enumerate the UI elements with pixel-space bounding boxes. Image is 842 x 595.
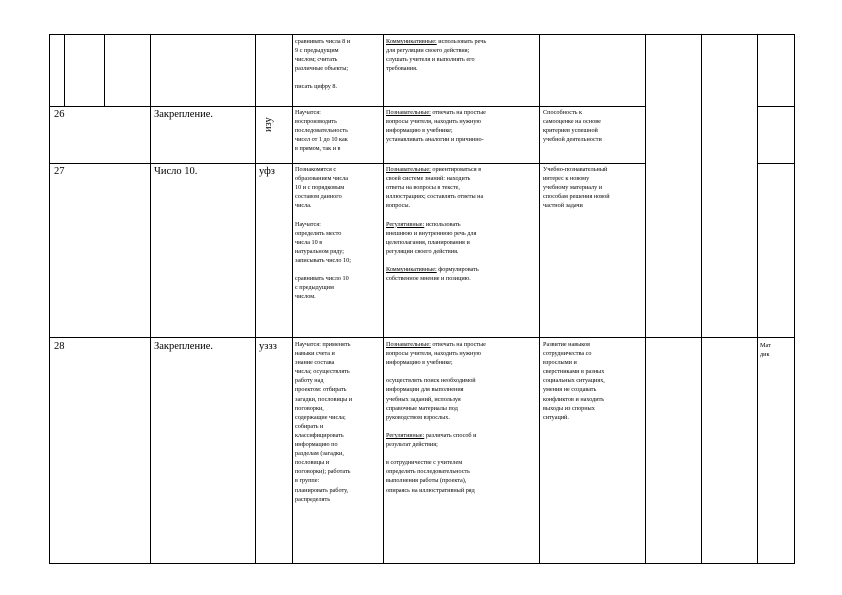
lesson-number: 26 <box>54 109 65 120</box>
cell-line: знание состава <box>295 359 335 367</box>
section-label: Регулятивные: <box>386 431 425 439</box>
cell-line: в сотрудничестве с учителем <box>386 459 463 467</box>
cell-line: для регуляции своего действия; <box>386 47 470 55</box>
cell-line: Научатся: применять <box>295 341 351 348</box>
row-divider <box>49 163 645 164</box>
cell-line: информацию в учебнике; <box>386 127 453 135</box>
column-line <box>104 34 105 107</box>
cell-line: регуляции своего действия. <box>386 247 459 255</box>
section-label: Коммуникативные: <box>386 266 437 274</box>
cell-line: иллюстрациях; составлять ответы на <box>386 193 484 201</box>
cell-line: 10 и с порядковым <box>295 184 345 192</box>
cell-line <box>386 256 538 265</box>
cell-line: пословицы и <box>295 459 330 467</box>
cell-line: сверстниками в разных <box>543 368 605 376</box>
cell-line: интерес к новому <box>543 175 590 183</box>
cell-line: конфликтов и находить <box>543 395 605 403</box>
subject-results-cell <box>295 37 381 92</box>
cell-line: слушать учителя и выполнять его <box>386 56 475 64</box>
section-label: Познавательные: <box>386 341 431 348</box>
cell-line: Учебно-познавательный <box>543 166 608 173</box>
cell-line: воспроизводить <box>295 118 337 126</box>
personal-results-cell <box>543 108 644 144</box>
cell-line <box>386 37 538 46</box>
column-line <box>64 34 65 107</box>
cell-line <box>386 449 538 458</box>
cell-line: вопросы. <box>386 202 411 210</box>
cell-line: опираясь на иллюстративный ряд <box>386 486 475 494</box>
cell-line: определять место <box>295 229 342 237</box>
cell-line: сравнивать числа 8 и <box>295 38 351 45</box>
cell-line: собственное мнение и позицию. <box>386 275 471 283</box>
cell-line: классифицировать <box>295 431 344 439</box>
cell-text: использовать <box>424 220 461 228</box>
meta-results-cell <box>386 165 538 283</box>
cell-line <box>386 422 538 431</box>
cell-line: результат действия; <box>386 441 438 449</box>
cell-line <box>386 265 538 274</box>
column-line <box>645 34 646 564</box>
cell-line: планировать работу, <box>295 486 349 494</box>
cell-line: частной задачи <box>543 202 583 210</box>
cell-line: определять последовательность <box>386 468 470 476</box>
cell-line: информацию в учебнике; <box>386 359 453 367</box>
column-line <box>794 34 795 564</box>
cell-line: числом; считать <box>295 56 338 64</box>
cell-line: натуральном ряду; <box>295 247 344 255</box>
table-border-top <box>49 34 794 35</box>
personal-results-cell <box>543 340 644 422</box>
table-border-bottom <box>49 563 794 564</box>
cell-line: собирать и <box>295 422 324 430</box>
column-line <box>255 34 256 564</box>
cell-line: учебных заданий, используя <box>386 395 461 403</box>
cell-line: числом. <box>295 293 316 301</box>
cell-line: проектом: отбирать <box>295 386 347 394</box>
lesson-type: изу <box>263 117 274 132</box>
cell-line: устанавливать аналогии и причинно- <box>386 136 484 144</box>
subject-results-cell <box>295 165 381 301</box>
cell-line: вопросы учителя, находить нужную <box>386 350 482 358</box>
cell-line: Способность к <box>543 109 583 116</box>
subject-results-cell <box>295 108 381 162</box>
lesson-type: уззз <box>259 341 277 352</box>
cell-line: поговорки, <box>295 404 324 412</box>
cell-line: различные объекты; <box>295 65 349 73</box>
cell-line: Научатся: <box>295 109 321 116</box>
column-line <box>383 34 384 564</box>
cell-text: ориентироваться в <box>430 166 482 173</box>
cell-line <box>386 210 538 219</box>
cell-line: числа. <box>295 202 312 210</box>
lesson-number: 28 <box>54 341 65 352</box>
cell-line: навыки счета и <box>295 350 335 358</box>
personal-results-cell <box>543 165 644 210</box>
cell-line: взрослыми и <box>543 359 577 367</box>
column-line <box>701 34 702 564</box>
cell-line <box>386 367 538 376</box>
cell-line <box>386 108 538 117</box>
meta-results-cell <box>386 37 538 73</box>
cell-line: ответы на вопросы в тексте, <box>386 184 460 192</box>
cell-line: умения не создавать <box>543 386 597 394</box>
column-line <box>757 34 758 564</box>
cell-line <box>295 73 381 82</box>
cell-line: Мат <box>760 342 771 349</box>
cell-line <box>386 220 538 229</box>
cell-line: осуществлять поиск необходимой <box>386 377 476 385</box>
row-divider <box>757 163 794 164</box>
section-label: Коммуникативные: <box>386 38 437 45</box>
cell-line: выходы из спорных <box>543 404 595 412</box>
cell-line: писать цифру 8. <box>295 83 338 91</box>
cell-line: Познакомятся с <box>295 166 337 173</box>
cell-line: руководством взрослых. <box>386 413 450 421</box>
cell-line: разделам (загадки, <box>295 450 344 458</box>
cell-line: дик <box>760 351 770 359</box>
cell-line: составом данного <box>295 193 342 201</box>
cell-line <box>386 340 538 349</box>
cell-line: способам решения новой <box>543 193 610 201</box>
lesson-type: уфз <box>259 166 275 177</box>
cell-text: отвечать на простые <box>430 341 486 348</box>
row-divider <box>757 106 794 107</box>
lesson-topic: Закрепление. <box>154 109 213 120</box>
cell-line: в группе: <box>295 477 320 485</box>
cell-line: информации для выполнения <box>386 386 464 394</box>
cell-line: содержащие числа; <box>295 413 346 421</box>
cell-line: Развитие навыков <box>543 341 591 348</box>
cell-text: отвечать на простые <box>430 109 486 116</box>
cell-line: информацию по <box>295 441 338 449</box>
column-line <box>539 34 540 564</box>
row-divider <box>49 337 794 338</box>
extra-cell <box>760 341 793 359</box>
cell-line: последовательность <box>295 127 348 135</box>
cell-line: самооценке на основе <box>543 118 601 126</box>
cell-line: числа; осуществлять <box>295 368 350 376</box>
subject-results-cell <box>295 340 381 563</box>
cell-line: сравнивать число 10 <box>295 275 349 283</box>
cell-line: справочные материалы под <box>386 404 458 412</box>
cell-line: внешнюю и внутреннюю речь для <box>386 229 477 237</box>
section-label: Познавательные: <box>386 109 431 116</box>
cell-line: образованием числа <box>295 175 349 183</box>
cell-line: с предыдущим <box>295 284 334 292</box>
lesson-number: 27 <box>54 166 65 177</box>
lesson-topic: Закрепление. <box>154 341 213 352</box>
section-label: Познавательные: <box>386 166 431 173</box>
cell-line: чисел от 1 до 10 как <box>295 136 348 144</box>
cell-line <box>386 431 538 440</box>
column-line <box>49 34 50 564</box>
cell-line: социальных ситуациях, <box>543 377 605 385</box>
cell-line: учебной деятельности <box>543 136 602 144</box>
column-line <box>292 34 293 564</box>
cell-line: учебному материалу и <box>543 184 603 192</box>
meta-results-cell <box>386 108 538 162</box>
cell-line: вопросы учителя, находить нужную <box>386 118 482 126</box>
cell-line <box>295 265 381 274</box>
cell-line: работу над <box>295 377 324 385</box>
cell-line: распределять <box>295 495 331 503</box>
cell-line <box>386 165 538 174</box>
cell-line: своей системе знаний: находить <box>386 175 471 183</box>
section-label: Регулятивные: <box>386 220 425 228</box>
cell-line: в прямом, так и в <box>295 145 341 153</box>
cell-line: поговорки); работать <box>295 468 351 476</box>
cell-text: использовать речь <box>436 38 487 45</box>
cell-text: формулировать <box>436 266 479 274</box>
cell-line: 9 с предыдущим <box>295 47 339 55</box>
cell-line: числа 10 в <box>295 238 323 246</box>
lesson-topic: Число 10. <box>154 166 198 177</box>
cell-line: ситуаций. <box>543 413 569 421</box>
cell-line <box>295 210 381 219</box>
cell-line: требования. <box>386 65 418 73</box>
cell-line: выполнения работы (проекта), <box>386 477 467 485</box>
cell-line: сотрудничества со <box>543 350 592 358</box>
column-line <box>150 34 151 564</box>
cell-line: записывать число 10; <box>295 256 351 264</box>
row-divider <box>49 106 645 107</box>
cell-line: загадки, пословицы и <box>295 395 353 403</box>
cell-line: Научатся: <box>295 220 321 228</box>
meta-results-cell <box>386 340 538 495</box>
cell-text: различать способ и <box>424 431 477 439</box>
cell-line: целеполагания, планирования и <box>386 238 470 246</box>
cell-line: критериев успешной <box>543 127 598 135</box>
